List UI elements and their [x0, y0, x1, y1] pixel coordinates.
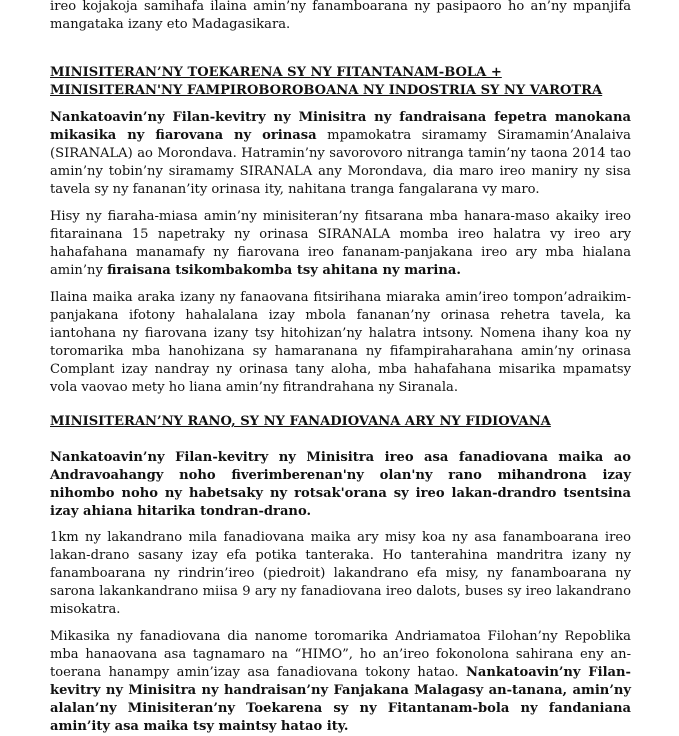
paragraph-himo-funding — [50, 628, 631, 736]
paragraph-inventory-complant: Ilaina maika araka izany ny fanaovana fitsirihana miaraka amin’ireo tompon’adraikim-panjakana ifotony hahalalana izay mbola fananan’ny orinasa rehetra tavela, ka iantohana ny fiarovana izany tsy hitohizan’ny halatra intsony. Nomena ihany koa ny toromarika mba hanohizana sy hamaranana ny fifampiraharahana amin’ny orinasa Complant izay nandray ny orinasa tany aloha, mba hahafahana misarika mpamatsy vola vaovao mety ho liana amin’ny fitrandrahana ny Siranala. — [50, 290, 631, 395]
bold-emphasis-text: firaisana tsikombakomba tsy ahitana ny marina. — [107, 263, 461, 278]
paragraph-justice-cooperation — [50, 208, 631, 280]
paragraph-andravoahangy-decision: Nankatoavin’ny Filan-kevitry ny Minisitra ireo asa fanadiovana maika ao Andravoahangy noho fiverimberenan'ny olan'ny rano mihandrona izay nihombo noho ny habetsaky ny rotsak'orana sy ireo lakan-drandro tsentsina izay ahiana hitarika tondran-drano. — [50, 450, 631, 519]
section-heading-water-sanitation: MINISITERAN’NY RANO, SY NY FANADIOVANA ARY NY FIDIOVANA — [50, 414, 551, 429]
intro-paragraph: ireo kojakoja samihafa ilaina amin’ny fanamboarana ny pasipaoro ho an’ny mpanjifa mangataka izany eto Madagasikara. — [50, 0, 631, 32]
paragraph-text: mpamokatra siramamy Siramamin’Analaiva (SIRANALA) ao Morondava. Hatramin’ny savorovoro nitranga tamin’ny taona 2014 tao amin’ny tobin’ny siramamy SIRANALA any Morondava, dia maro ireo maniry ny sisa tavela sy ny fananan’ity orinasa ity, nahitana tranga fangalarana vy maro. — [50, 128, 631, 197]
section-heading-economy-industry: MINISITERAN’NY TOEKARENA SY NY FITANTANAM-BOLA + MINISITERAN'NY FAMPIROBOROBOANA NY INDOSTRIA SY NY VAROTRA — [50, 65, 603, 98]
paragraph-canal-works: 1km ny lakandrano mila fanadiovana maika ary misy koa ny asa fanamboarana ireo lakan-drano sasany izay efa potika tanteraka. Ho tanterahina mandritra izany ny fanamboarana ny rindrin’ireo (piedroit) lakandrano efa misy, ny fanamboarana ny sarona lakankandrano miisa 9 ary ny fanadiovana ireo dalots, buses sy ireo lakandrano misokatra. — [50, 530, 631, 617]
bold-decision-text: Nankatoavin’ny Filan-kevitry ny Minisitra ny handraisan’ny Fanjakana Malagasy an-tanana, amin’ny alalan’ny Minisiteran’ny Toekarena sy ny Fitantanam-bola ny fandaniana amin’ity asa maika tsy maintsy hatao ity. — [50, 665, 631, 734]
paragraph-text: Hisy ny fiaraha-miasa amin’ny minisiteran’ny fitsarana mba hanara-maso akaiky ireo fitarainana 15 napetraky ny orinasa SIRANALA momba ireo halatra vy ireo ary hahafahana manamafy ny fiarovana ireo fananam-panjakana ireo ary mba hialana amin’ny — [50, 209, 631, 278]
paragraph-text: Mikasika ny fanadiovana dia nanome toromarika Andriamatoa Filohan’ny Repoblika mba hanaovana asa tagnamaro na “HIMO”, ho an’ireo fokonolona sahirana eny an-toerana hanampy amin’izay asa fanadiovana tokony hatao. — [50, 629, 631, 680]
paragraph-siranala-decision — [50, 109, 631, 199]
bold-decision-text: Nankatoavin’ny Filan-kevitry ny Minisitra ny fandraisana fepetra manokana mikasika ny fiarovana ny orinasa — [50, 110, 631, 143]
